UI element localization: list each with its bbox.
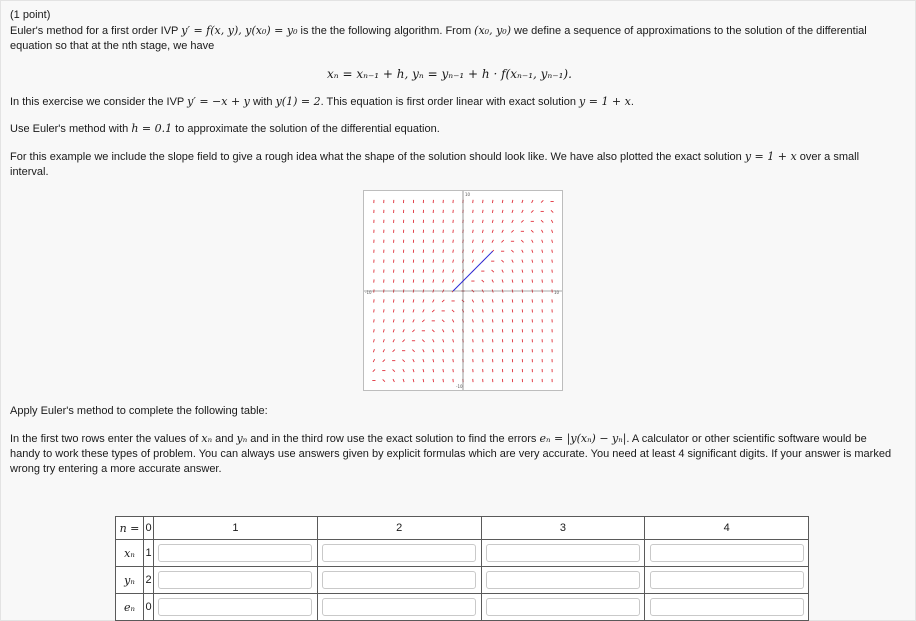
slope-segment	[443, 250, 444, 253]
slope-segment	[423, 279, 424, 282]
slope-segment	[433, 379, 434, 382]
slope-segment	[453, 260, 454, 263]
points-label: (1 point)	[10, 9, 51, 21]
slope-segment	[542, 250, 543, 253]
row-label-en: eₙ	[116, 594, 144, 621]
answer-input-x2[interactable]	[322, 544, 476, 562]
slope-segment	[492, 319, 493, 322]
slope-segment	[393, 309, 394, 312]
slope-segment	[433, 279, 434, 282]
slope-segment	[402, 340, 404, 342]
instr-text-a: In the first two rows enter the values of	[10, 433, 202, 445]
slope-segment	[403, 329, 404, 332]
slope-segment	[483, 329, 484, 332]
instr-text-b: and	[212, 433, 237, 445]
slope-segment	[521, 220, 523, 222]
axis-label-right: 10	[554, 290, 560, 295]
slope-segment	[433, 270, 434, 273]
row-initial-yn: 2	[144, 567, 154, 594]
slope-segment	[373, 359, 374, 362]
axis-label-top: 10	[465, 192, 471, 197]
slope-segment	[453, 270, 454, 273]
answer-input-y1[interactable]	[158, 571, 312, 589]
instr-yn: yₙ	[236, 432, 248, 445]
row-label-xn: xₙ	[116, 540, 144, 567]
slope-segment	[383, 379, 385, 381]
slope-segment	[482, 309, 483, 312]
axis-label-left: -10	[365, 290, 372, 295]
slope-segment	[412, 350, 414, 352]
slope-segment	[541, 220, 543, 222]
slope-segment	[473, 230, 474, 233]
slope-segment	[552, 240, 553, 243]
slope-segment	[542, 240, 543, 243]
answer-input-x3[interactable]	[486, 544, 640, 562]
slope-segment	[403, 319, 404, 322]
slope-segment	[443, 359, 444, 362]
intro-line-2: equation so that at the nth stage, we have	[10, 40, 215, 52]
slope-segment	[501, 240, 503, 242]
slope-segment	[452, 280, 453, 283]
slope-segment	[393, 299, 394, 302]
slope-segment	[522, 210, 523, 213]
slope-text-a: For this example we include the slope field to give a rough idea what the shape of the solution should look like. We have also plotted the exact solution	[10, 151, 745, 163]
step-line	[10, 121, 440, 137]
slope-segment	[512, 299, 513, 302]
slope-segment	[423, 379, 424, 382]
ivp-equation: y′ = −x + y	[187, 95, 250, 108]
euler-table	[115, 516, 809, 621]
slope-segment	[521, 240, 523, 242]
instr-text-c: and in the third row use the exact solution to find the errors	[247, 433, 540, 445]
ivp-text-c: . This equation is first order linear with exact solution	[320, 96, 580, 108]
instr-xn: xₙ	[201, 432, 213, 445]
slope-segment	[422, 320, 424, 322]
slope-segment	[542, 260, 543, 263]
ivp-line	[10, 94, 634, 110]
slope-segment	[482, 250, 483, 253]
slope-segment	[403, 309, 404, 312]
slope-exact-solution: y = 1 + x	[744, 150, 797, 163]
slope-segment	[374, 319, 375, 322]
slope-segment	[551, 220, 552, 223]
answer-input-y3[interactable]	[486, 571, 640, 589]
slope-segment	[453, 339, 454, 342]
slope-segment	[532, 240, 533, 243]
step-text-b: to approximate the solution of the differential equation.	[172, 123, 440, 135]
slope-segment	[384, 309, 385, 312]
apply-instruction: Apply Euler's method to complete the following table:	[10, 405, 268, 417]
slope-segment	[403, 369, 404, 372]
slope-segment	[492, 210, 493, 213]
slope-segment	[453, 240, 454, 243]
row-initial-en: 0	[144, 594, 154, 621]
slope-segment	[532, 200, 533, 203]
slope-segment	[423, 270, 424, 273]
slope-segment	[373, 349, 374, 352]
row-label-yn: yₙ	[116, 567, 144, 594]
exact-solution-curve	[453, 251, 493, 291]
slope-segment	[413, 299, 414, 302]
intro-line-1	[10, 23, 867, 39]
slope-segment	[502, 270, 503, 273]
slope-segment	[492, 299, 493, 302]
answer-input-x1[interactable]	[158, 544, 312, 562]
slope-segment	[433, 339, 434, 342]
slope-segment	[443, 260, 444, 263]
ivp-exact-solution: y = 1 + x	[579, 95, 631, 108]
slope-segment	[502, 230, 503, 233]
slope-segment	[453, 359, 454, 362]
slope-segment	[443, 369, 444, 372]
slope-segment	[522, 279, 523, 282]
slope-segment	[502, 309, 503, 312]
slope-segment	[552, 250, 553, 253]
intro-point: (x₀, y₀)	[474, 24, 511, 37]
slope-segment	[532, 250, 533, 253]
slope-segment	[413, 369, 414, 372]
slope-segment	[374, 339, 375, 342]
slope-segment	[413, 319, 414, 322]
intro-text-a: Euler's method for a first order IVP	[10, 25, 182, 37]
slope-segment	[512, 220, 513, 223]
slope-segment	[432, 330, 434, 332]
slope-segment	[512, 279, 513, 282]
slope-segment	[473, 220, 474, 223]
slope-segment	[492, 309, 493, 312]
slope-segment	[443, 280, 444, 283]
slope-segment	[472, 250, 473, 253]
slope-segment	[502, 210, 503, 213]
slope-segment	[492, 240, 493, 243]
intro-equation: y′ = f(x, y), y(x₀) = y₀	[181, 24, 298, 37]
slope-segment	[472, 309, 473, 312]
answer-input-e4[interactable]	[650, 598, 804, 616]
slope-segment	[403, 379, 404, 382]
n-header-initial: 0	[144, 517, 154, 540]
slope-segment	[433, 300, 434, 303]
slope-segment	[453, 349, 454, 352]
slope-segment	[383, 360, 385, 362]
slope-segment	[531, 210, 533, 212]
slope-segment	[473, 319, 474, 322]
table-row-xn	[116, 540, 809, 567]
slope-segment	[403, 299, 404, 302]
slope-segment	[473, 339, 474, 342]
slope-segment	[422, 340, 424, 342]
slope-segment	[502, 280, 503, 283]
slope-segment	[383, 349, 384, 352]
axis-label-bottom: -10	[456, 384, 463, 389]
slope-segment	[433, 369, 434, 372]
table-row-yn	[116, 567, 809, 594]
slope-segment	[512, 210, 513, 213]
slope-text-b: over a small	[796, 151, 860, 163]
slope-segment	[492, 280, 493, 283]
slope-segment	[511, 230, 513, 232]
slope-segment	[502, 299, 503, 302]
table-header-row	[116, 517, 809, 540]
slope-segment	[393, 339, 394, 342]
slope-segment	[492, 200, 493, 203]
row-initial-xn: 1	[144, 540, 154, 567]
slope-segment	[552, 230, 553, 233]
answer-input-y2[interactable]	[322, 571, 476, 589]
slope-segment	[423, 359, 424, 362]
slope-segment	[423, 349, 424, 352]
answer-input-x4[interactable]	[650, 544, 804, 562]
intro-text-b: is the the following algorithm. From	[297, 25, 475, 37]
slope-segment	[453, 250, 454, 253]
column-header: 1	[154, 517, 318, 540]
slope-segment	[413, 309, 414, 312]
slope-segment	[483, 210, 484, 213]
slope-segment	[472, 300, 473, 303]
answer-input-y4[interactable]	[650, 571, 804, 589]
ivp-text-d: .	[630, 96, 634, 108]
euler-formula: xₙ = xₙ₋₁ + h, yₙ = yₙ₋₁ + h · f(xₙ₋₁, yₙ₋₁).	[327, 67, 572, 81]
slope-segment	[482, 319, 483, 322]
slope-segment	[473, 329, 474, 332]
slope-segment	[433, 349, 434, 352]
answer-input-e3[interactable]	[486, 598, 640, 616]
slope-line-1	[10, 149, 859, 165]
slope-segment	[482, 240, 483, 243]
slope-segment	[374, 329, 375, 332]
answer-input-e1[interactable]	[158, 598, 312, 616]
slope-segment	[402, 360, 404, 362]
slope-field-plot	[363, 190, 563, 391]
intro-text-c: we define a sequence of approximations to the solution of the differential	[511, 25, 867, 37]
slope-segment	[512, 260, 513, 263]
slope-segment	[432, 310, 434, 312]
slope-segment	[532, 260, 533, 263]
instructions-line-3: wrong try entering a more accurate answer.	[10, 463, 222, 475]
slope-segment	[482, 220, 483, 223]
slope-field-svg	[364, 191, 562, 390]
slope-segment	[512, 200, 513, 203]
instr-error-formula: eₙ = |y(xₙ) − yₙ|	[539, 432, 627, 445]
slope-segment	[413, 279, 414, 282]
slope-segment	[423, 299, 424, 302]
slope-segment	[393, 369, 395, 371]
step-size: h = 0.1	[131, 122, 173, 135]
slope-segment	[433, 260, 434, 263]
slope-segment	[472, 260, 473, 263]
ivp-text-a: In this exercise we consider the IVP	[10, 96, 188, 108]
slope-segment	[383, 319, 384, 322]
slope-segment	[492, 220, 493, 223]
column-header: 2	[317, 517, 481, 540]
slope-segment	[532, 270, 533, 273]
slope-segment	[453, 329, 454, 332]
slope-segment	[522, 200, 523, 203]
slope-segment	[542, 270, 543, 273]
slope-segment	[522, 260, 523, 263]
slope-segment	[541, 200, 543, 202]
slope-segment	[423, 309, 424, 312]
instr-text-d: . A calculator or other scientific software would be	[626, 433, 867, 445]
instructions-line-1	[10, 431, 867, 447]
ivp-text-b: with	[249, 96, 276, 108]
slope-segment	[443, 339, 444, 342]
slope-segment	[383, 339, 384, 342]
ivp-initial-condition: y(1) = 2	[275, 95, 321, 108]
slope-segment	[502, 220, 503, 223]
slope-segment	[501, 260, 503, 262]
slope-segment	[443, 349, 444, 352]
answer-input-e2[interactable]	[322, 598, 476, 616]
slope-segment	[552, 260, 553, 263]
slope-segment	[452, 310, 454, 312]
slope-segment	[412, 330, 414, 332]
slope-segment	[383, 329, 384, 332]
slope-segment	[512, 270, 513, 273]
slope-segment	[492, 230, 493, 233]
slope-segment	[541, 230, 542, 233]
slope-segment	[393, 329, 394, 332]
slope-segment	[482, 280, 484, 282]
slope-segment	[393, 350, 395, 352]
slope-segment	[413, 379, 414, 382]
slope-segment	[551, 210, 553, 212]
column-header: 3	[481, 517, 645, 540]
slope-segment	[532, 279, 533, 282]
n-header-label: n =	[116, 517, 144, 540]
slope-segment	[393, 319, 394, 322]
column-header: 4	[645, 517, 809, 540]
slope-segment	[492, 270, 494, 272]
slope-segment	[433, 359, 434, 362]
table-row-en	[116, 594, 809, 621]
slope-segment	[482, 299, 483, 302]
slope-segment	[393, 379, 394, 382]
slope-segment	[482, 230, 483, 233]
slope-line-2: interval.	[10, 166, 49, 178]
slope-segment	[373, 369, 375, 371]
slope-segment	[473, 240, 474, 243]
slope-segment	[442, 320, 444, 322]
slope-segment	[522, 250, 523, 253]
slope-segment	[443, 270, 444, 273]
slope-segment	[511, 250, 513, 252]
slope-segment	[442, 300, 444, 302]
slope-segment	[522, 270, 523, 273]
step-text-a: Use Euler's method with	[10, 123, 132, 135]
slope-segment	[423, 369, 424, 372]
slope-segment	[502, 200, 503, 203]
slope-segment	[452, 319, 453, 322]
slope-segment	[442, 329, 443, 332]
instructions-line-2: handy to work these types of problem. You can always use answers given by explicit formulas which are very accurate. You need at least 4 significant digits. If your answer is marked	[10, 448, 892, 460]
slope-segment	[413, 359, 414, 362]
slope-segment	[531, 230, 533, 232]
